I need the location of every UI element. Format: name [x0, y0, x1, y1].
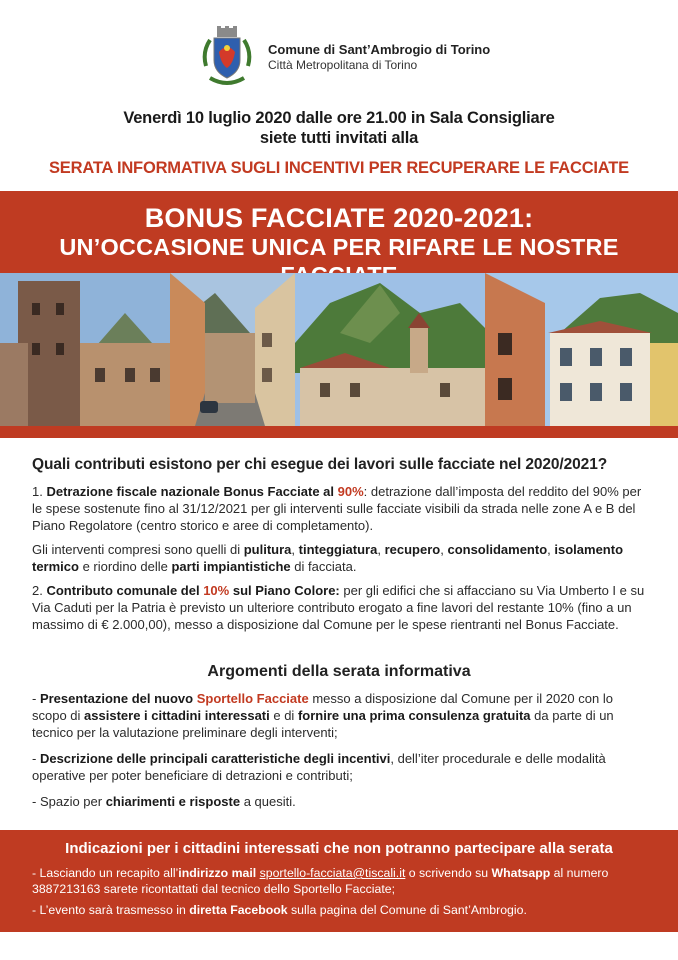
body-text: o scrivendo su: [405, 866, 492, 880]
bold-text: indirizzo mail: [178, 866, 257, 880]
bold-text: recupero: [384, 542, 441, 557]
item-number: 1.: [32, 484, 47, 499]
highlight-sportello: Sportello Facciate: [196, 691, 309, 706]
body-text: -: [32, 691, 40, 706]
body-text: di facciata.: [290, 559, 357, 574]
event-date-line: Venerdì 10 luglio 2020 dalle ore 21.00 in Sala Consigliare: [123, 109, 555, 127]
bold-text: pulitura: [243, 542, 292, 557]
body-text: e di: [269, 708, 298, 723]
org-subtitle: Città Metropolitana di Torino: [268, 58, 418, 72]
body-text: - Spazio per: [32, 794, 106, 809]
header: [0, 20, 678, 90]
paragraph-bonus-facciate: [32, 483, 650, 534]
divider-bar: [0, 426, 678, 438]
footer-box: [0, 830, 678, 932]
bold-text: fornire una prima consulenza gratuita: [297, 708, 531, 723]
coat-of-arms-icon: [200, 26, 254, 88]
bold-text: Contributo comunale del: [46, 583, 204, 598]
bold-text: tinteggiatura: [298, 542, 378, 557]
paragraph-contributo-comunale: [32, 582, 650, 633]
town-photo-collage: [0, 273, 678, 426]
event-title: SERATA INFORMATIVA SUGLI INCENTIVI PER RECUPERARE LE FACCIATE: [49, 159, 629, 177]
invitation-line: siete tutti invitati alla: [259, 129, 419, 147]
body-text: - L’evento sarà trasmesso in: [32, 903, 190, 917]
body-text: a quesiti.: [240, 794, 296, 809]
footer-facebook-line: [32, 902, 652, 918]
item-number: 2.: [32, 583, 47, 598]
body-text: sulla pagina del Comune di Sant’Ambrogio.: [287, 903, 527, 917]
banner-title: BONUS FACCIATE 2020-2021:: [144, 203, 534, 233]
body-text: ,: [377, 542, 385, 557]
body-text: ,: [440, 542, 448, 557]
highlight-percentage: 10%: [203, 583, 230, 598]
body-text: e riordino delle: [78, 559, 172, 574]
arguments-title: Argomenti della serata informativa: [207, 663, 471, 680]
banner-subtitle: UN’OCCASIONE UNICA PER RIFARE LE NOSTRE: [59, 234, 619, 260]
bold-text: Descrizione delle principali caratteristiche degli incentivi: [39, 751, 391, 766]
body-text: : detrazione dall’imposta del reddito del 90% per le spese sostenute fino al 31/12/2021 per gli interventi sulle facciate visibili da strada nelle zone A e B del Piano Regolatore (centro storico e aree di completamento).: [32, 484, 642, 533]
body-text: ,: [547, 542, 555, 557]
body-text: ,: [291, 542, 299, 557]
intro: [0, 108, 678, 178]
argument-incentivi: [32, 750, 650, 784]
title-banner: [0, 191, 678, 273]
body-text: messo a disposizione dal Comune per il 2020 con lo scopo di: [32, 691, 613, 723]
contributions-question: Quali contributi esistono per chi esegue dei lavori sulle facciate nel 2020/2021?: [32, 456, 608, 473]
bold-text: chiarimenti e risposte: [105, 794, 241, 809]
email-link[interactable]: sportello-facciata@tiscali.it: [259, 866, 406, 880]
body-text: Gli interventi compresi sono quelli di: [32, 542, 244, 557]
bold-text: diretta Facebook: [189, 903, 288, 917]
bold-text: Whatsapp: [491, 866, 551, 880]
argument-chiarimenti: [32, 793, 650, 810]
highlight-percentage: 90%: [337, 484, 364, 499]
bold-text: Presentazione del nuovo: [39, 691, 197, 706]
bold-text: assistere i cittadini interessati: [84, 708, 270, 723]
bold-text: sul Piano Colore:: [229, 583, 340, 598]
body-text: - Lasciando un recapito all’: [32, 866, 179, 880]
body-text: -: [32, 751, 40, 766]
bold-text: Detrazione fiscale nazionale Bonus Facciate al: [46, 484, 338, 499]
bold-text: consolidamento: [447, 542, 548, 557]
bold-text: isolamento termico: [32, 542, 624, 574]
footer-title: Indicazioni per i cittadini interessati che non potranno partecipare alla serata: [65, 840, 613, 857]
body-text: al numero 3887213163 sarete ricontattati dal tecnico dello Sportello Facciate;: [32, 866, 609, 896]
argument-sportello: [32, 690, 650, 741]
bold-text: parti impiantistiche: [171, 559, 291, 574]
body-text: , dell’iter procedurale e delle modalità operative per poter beneficiare di detrazioni e contributi;: [32, 751, 606, 783]
body-text: da parte di un tecnico per la valutazione preliminare degli interventi;: [32, 708, 614, 740]
paragraph-interventions: [32, 541, 650, 575]
footer-contact-line: [32, 865, 652, 897]
org-name: Comune di Sant’Ambrogio di Torino: [268, 42, 491, 57]
body-text: per gli edifici che si affacciano su Via Umberto I e su Via Caduti per la Patria è previsto un ulteriore contributo erogato a fine lavori del restante 10% (fino a un massimo di € 2.000,00), messo a disposizione dal Comune per le spese rientranti nel Bonus Facciate.: [32, 583, 645, 632]
